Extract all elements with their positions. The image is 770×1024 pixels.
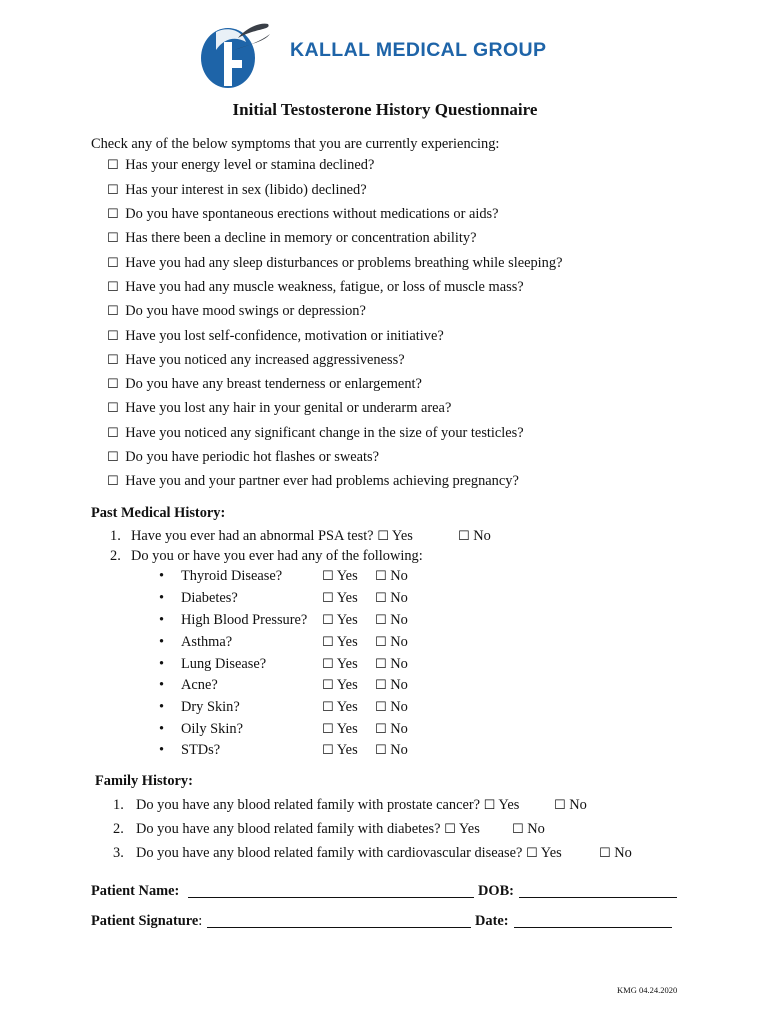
bullet-icon: • <box>159 634 165 650</box>
yes-option[interactable]: ☐ Yes <box>322 721 358 737</box>
no-option[interactable]: ☐ No <box>554 797 587 813</box>
conditions-question-number: 2. <box>110 548 121 564</box>
dob-label: DOB: <box>478 883 514 899</box>
checkbox-icon[interactable]: ☐ <box>107 158 119 173</box>
symptom-item[interactable]: ☐ Has your energy level or stamina declined? <box>107 157 375 173</box>
checkbox-icon[interactable]: ☐ <box>107 256 119 271</box>
checkbox-icon[interactable]: ☐ <box>107 377 119 392</box>
no-option[interactable]: ☐ No <box>375 590 408 606</box>
family-question-number: 2. <box>113 821 124 837</box>
symptom-item[interactable]: ☐ Have you lost any hair in your genital or underarm area? <box>107 400 452 416</box>
brand-name: KALLAL MEDICAL GROUP <box>290 39 547 61</box>
checkbox-icon[interactable]: ☐ <box>322 591 334 606</box>
symptom-item[interactable]: ☐ Do you have any breast tenderness or enlargement? <box>107 376 422 392</box>
checkbox-icon[interactable]: ☐ <box>377 529 389 544</box>
checkbox-icon[interactable]: ☐ <box>322 678 334 693</box>
checkbox-icon[interactable]: ☐ <box>107 280 119 295</box>
symptom-item[interactable]: ☐ Have you lost self-confidence, motivation or initiative? <box>107 328 444 344</box>
checkbox-icon[interactable]: ☐ <box>375 635 387 650</box>
yes-option[interactable]: ☐ Yes <box>322 612 358 628</box>
yes-option[interactable]: ☐ Yes <box>322 568 358 584</box>
checkbox-icon[interactable]: ☐ <box>107 426 119 441</box>
checkbox-icon[interactable]: ☐ <box>322 569 334 584</box>
patient-name-label: Patient Name: <box>91 883 180 899</box>
psa-question-number: 1. <box>110 528 121 544</box>
yes-option[interactable]: ☐ Yes <box>322 677 358 693</box>
patient-name-field[interactable] <box>188 883 474 898</box>
checkbox-icon[interactable]: ☐ <box>107 207 119 222</box>
checkbox-icon[interactable]: ☐ <box>375 569 387 584</box>
checkbox-icon[interactable]: ☐ <box>375 700 387 715</box>
symptom-item[interactable]: ☐ Has your interest in sex (libido) declined? <box>107 182 367 198</box>
bullet-icon: • <box>159 656 165 672</box>
date-label: Date: <box>475 913 509 929</box>
symptom-item[interactable]: ☐ Do you have mood swings or depression? <box>107 303 366 319</box>
checkbox-icon[interactable]: ☐ <box>107 353 119 368</box>
checkbox-icon[interactable]: ☐ <box>107 474 119 489</box>
symptoms-intro: Check any of the below symptoms that you are currently experiencing: <box>91 136 500 152</box>
signature-label: Patient Signature <box>91 913 199 929</box>
checkbox-icon[interactable]: ☐ <box>458 529 470 544</box>
bullet-icon: • <box>159 590 165 606</box>
brand-logo <box>198 20 547 92</box>
checkbox-icon[interactable]: ☐ <box>375 743 387 758</box>
bullet-icon: • <box>159 721 165 737</box>
checkbox-icon[interactable]: ☐ <box>322 613 334 628</box>
date-field[interactable] <box>514 913 672 928</box>
checkbox-icon[interactable]: ☐ <box>107 329 119 344</box>
yes-option[interactable]: ☐ Yes <box>322 656 358 672</box>
no-option[interactable]: ☐ No <box>375 742 408 758</box>
symptom-item[interactable]: ☐ Do you have spontaneous erections without medications or aids? <box>107 206 499 222</box>
checkbox-icon[interactable]: ☐ <box>444 822 456 837</box>
past-medical-heading: Past Medical History: <box>91 505 226 521</box>
checkbox-icon[interactable]: ☐ <box>375 657 387 672</box>
bullet-icon: • <box>159 699 165 715</box>
page-title: Initial Testosterone History Questionnaire <box>232 100 538 119</box>
checkbox-icon[interactable]: ☐ <box>322 743 334 758</box>
symptom-item[interactable]: ☐ Have you noticed any increased aggressiveness? <box>107 352 405 368</box>
checkbox-icon[interactable]: ☐ <box>322 657 334 672</box>
family-question: Do you have any blood related family with cardiovascular disease? ☐ Yes <box>136 845 562 861</box>
checkbox-icon[interactable]: ☐ <box>322 635 334 650</box>
family-question-number: 1. <box>113 797 124 813</box>
checkbox-icon[interactable]: ☐ <box>526 846 538 861</box>
checkbox-icon[interactable]: ☐ <box>107 231 119 246</box>
conditions-question: Do you or have you ever had any of the following: <box>131 548 423 564</box>
no-option[interactable]: ☐ No <box>599 845 632 861</box>
family-history-heading: Family History: <box>95 773 193 789</box>
checkbox-icon[interactable]: ☐ <box>375 613 387 628</box>
checkbox-icon[interactable]: ☐ <box>483 798 496 813</box>
checkbox-icon[interactable]: ☐ <box>375 591 387 606</box>
yes-option[interactable]: ☐ Yes <box>322 590 358 606</box>
symptom-item[interactable]: ☐ Have you had any muscle weakness, fatigue, or loss of muscle mass? <box>107 279 524 295</box>
checkbox-icon[interactable]: ☐ <box>107 304 119 319</box>
symptom-item[interactable]: ☐ Have you and your partner ever had problems achieving pregnancy? <box>107 473 519 489</box>
symptom-item[interactable]: ☐ Have you had any sleep disturbances or problems breathing while sleeping? <box>107 255 563 271</box>
no-option[interactable]: ☐ No <box>375 677 408 693</box>
checkbox-icon[interactable]: ☐ <box>322 722 334 737</box>
symptom-item[interactable]: ☐ Have you noticed any significant change in the size of your testicles? <box>107 425 524 441</box>
checkbox-icon[interactable]: ☐ <box>554 798 566 813</box>
checkbox-icon[interactable]: ☐ <box>107 401 119 416</box>
yes-option[interactable]: ☐ Yes <box>322 742 358 758</box>
logo-emblem-icon <box>198 20 278 92</box>
no-option[interactable]: ☐ No <box>375 721 408 737</box>
no-option[interactable]: ☐ No <box>375 656 408 672</box>
no-option[interactable]: ☐ No <box>375 699 408 715</box>
checkbox-icon[interactable]: ☐ <box>375 678 387 693</box>
checkbox-icon[interactable]: ☐ <box>375 722 387 737</box>
psa-question: Have you ever had an abnormal PSA test? ☐ Yes <box>131 528 413 544</box>
yes-option[interactable]: ☐ Yes <box>322 634 358 650</box>
bullet-icon: • <box>159 568 165 584</box>
checkbox-icon[interactable]: ☐ <box>322 700 334 715</box>
signature-field[interactable] <box>207 913 471 928</box>
bullet-icon: • <box>159 677 165 693</box>
symptom-item[interactable]: ☐ Do you have periodic hot flashes or sweats? <box>107 449 380 465</box>
no-option[interactable]: ☐ No <box>375 634 408 650</box>
psa-no-option[interactable]: ☐ No <box>458 528 491 544</box>
family-question: Do you have any blood related family with diabetes? ☐ Yes <box>136 821 480 837</box>
family-question-number: 3. <box>113 845 124 861</box>
signature-label-wrap: Patient Signature: <box>91 913 203 929</box>
yes-option[interactable]: ☐ Yes <box>322 699 358 715</box>
no-option[interactable]: ☐ No <box>375 568 408 584</box>
form-code: KMG 04.24.2020 <box>617 985 678 995</box>
symptom-item[interactable]: ☐ Has there been a decline in memory or concentration ability? <box>107 230 477 246</box>
dob-field[interactable] <box>519 883 677 898</box>
no-option[interactable]: ☐ No <box>375 612 408 628</box>
bullet-icon: • <box>159 742 165 758</box>
checkbox-icon[interactable]: ☐ <box>512 822 524 837</box>
no-option[interactable]: ☐ No <box>512 821 545 837</box>
checkbox-icon[interactable]: ☐ <box>107 183 119 198</box>
checkbox-icon[interactable]: ☐ <box>107 450 119 465</box>
bullet-icon: • <box>159 612 165 628</box>
family-question: Do you have any blood related family with prostate cancer? ☐ Yes <box>136 797 520 813</box>
checkbox-icon[interactable]: ☐ <box>599 846 611 861</box>
